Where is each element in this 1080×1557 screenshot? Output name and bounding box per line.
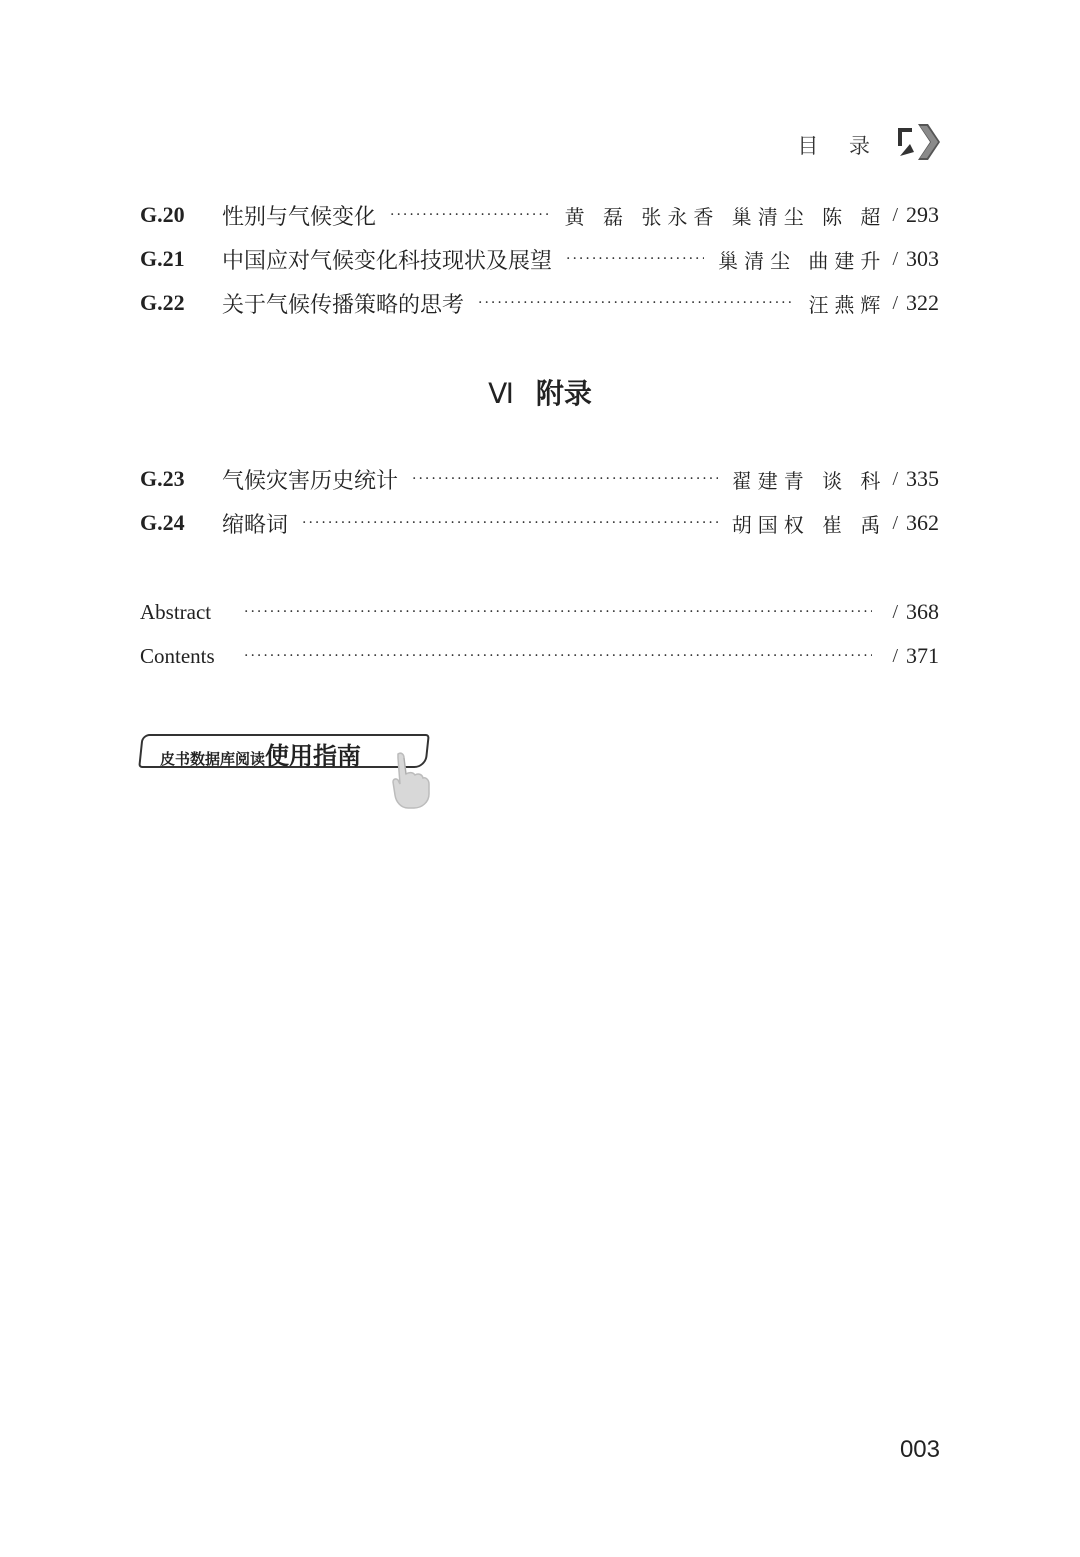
entry-title: 关于气候传播策略的思考 [222,292,465,318]
page-slash: / [892,511,898,534]
dot-leader [390,198,551,232]
bracket-arrow-icon [896,122,942,162]
toc-entry[interactable] [140,242,939,276]
page-slash: / [892,247,898,270]
entry-title: Contents [140,643,215,668]
entry-authors: 翟建青 谈 科 [731,468,887,493]
header-title: 目 录 [797,134,882,158]
toc-entry[interactable] [140,198,939,232]
page-number: 003 [899,1436,940,1463]
entry-title: 性别与气候变化 [222,204,377,230]
section-name: 附录 [535,377,592,410]
database-guide-link[interactable] [140,734,430,814]
dot-leader [412,462,718,496]
pointing-hand-icon [388,750,432,810]
toc-entry-abstract[interactable] [140,595,939,629]
entry-page: 362 [906,510,939,535]
entry-page: 293 [906,202,939,227]
entry-title: 气候灾害历史统计 [222,468,399,494]
toc-entry[interactable] [140,462,939,496]
section-number: Ⅵ [488,378,514,409]
entry-code: G.21 [140,246,185,271]
section-heading[interactable] [0,372,1080,412]
entry-authors: 胡国权 崔 禹 [731,512,887,537]
entry-code: G.23 [140,466,185,491]
running-header [780,122,942,166]
entry-authors: 黄 磊 张永香 巢清尘 陈 超 [564,204,887,229]
dot-leader [478,286,794,320]
dot-leader [302,506,718,540]
dot-leader [244,639,872,673]
entry-page: 335 [906,466,939,491]
page-slash: / [892,467,898,490]
page-slash: / [892,291,898,314]
entry-code: G.24 [140,510,185,535]
entry-authors: 巢清尘 曲建升 [718,248,887,273]
guide-big-text: 使用指南 [265,742,362,770]
dot-leader [566,242,704,276]
guide-small-text: 皮书数据库阅读 [160,750,266,768]
toc-entry-contents[interactable] [140,639,939,673]
entry-title: Abstract [140,599,212,624]
entry-page: 368 [906,599,939,624]
toc-entry[interactable] [140,506,939,540]
entry-code: G.22 [140,290,185,315]
entry-page: 371 [906,643,939,668]
toc-entry[interactable] [140,286,939,320]
page-slash: / [892,644,898,667]
entry-code: G.20 [140,202,185,227]
entry-title: 中国应对气候变化科技现状及展望 [222,248,553,274]
entry-title: 缩略词 [222,512,289,538]
page-slash: / [892,600,898,623]
page-slash: / [892,203,898,226]
dot-leader [244,595,872,629]
entry-page: 303 [906,246,939,271]
entry-authors: 汪燕辉 [808,292,887,317]
guide-label [160,736,361,771]
entry-page: 322 [906,290,939,315]
